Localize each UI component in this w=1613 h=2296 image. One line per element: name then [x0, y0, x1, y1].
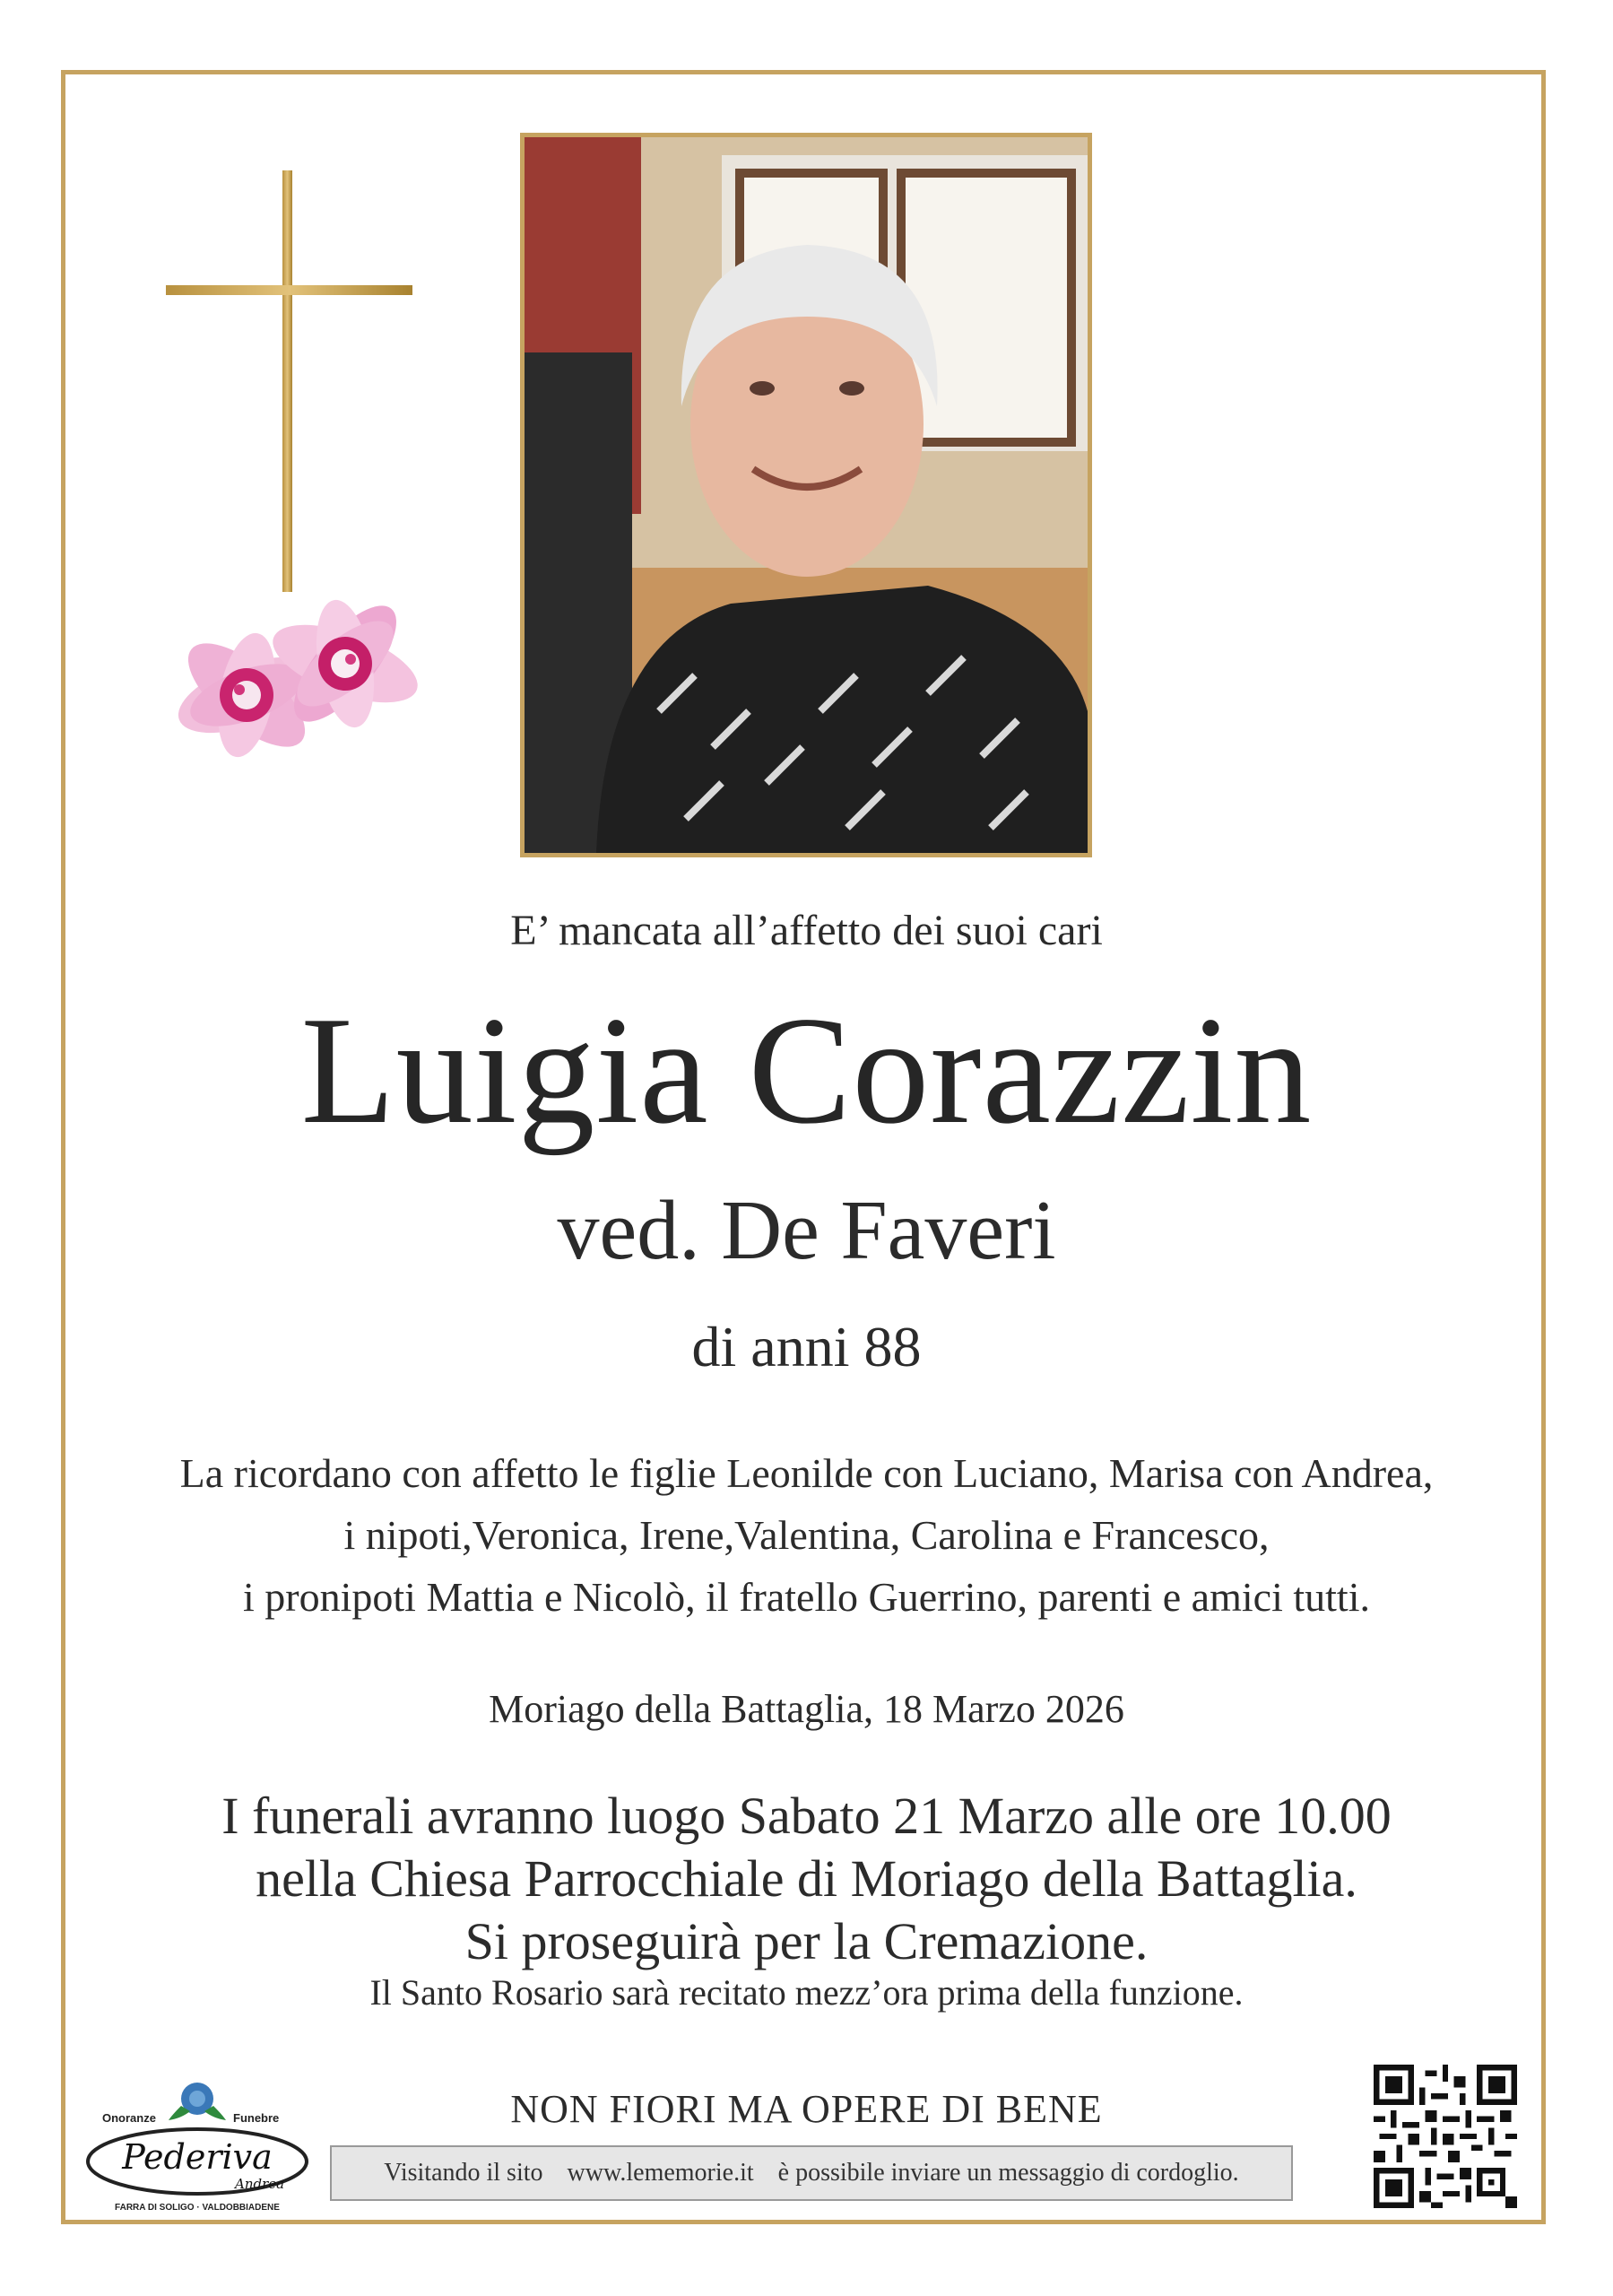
logo-top-right: Funebre: [233, 2111, 280, 2125]
orchid-icon: [126, 565, 457, 780]
logo-sub: Andrea: [235, 2176, 285, 2192]
cross-icon: [166, 170, 412, 592]
family-line: i nipoti,Veronica, Irene,Valentina, Carolina e Francesco,: [343, 1512, 1270, 1558]
family-line: La ricordano con affetto le figlie Leonilde con Luciano, Marisa con Andrea,: [179, 1450, 1434, 1496]
married-name: ved. De Faveri: [557, 1184, 1056, 1277]
qr-code-icon[interactable]: [1374, 2065, 1517, 2208]
family-paragraph: [0, 1442, 1613, 1628]
site-link[interactable]: www.lememorie.it: [567, 2159, 754, 2187]
age-text: di anni 88: [691, 1315, 922, 1378]
funeral-line: I funerali avranno luogo Sabato 21 Marzo alle ore 10.00: [221, 1787, 1392, 1845]
logo-top-left: Onoranze: [102, 2111, 156, 2125]
funeral-line: Si proseguirà per la Cremazione.: [464, 1912, 1149, 1970]
visit-label: Visitando il sito: [384, 2159, 543, 2187]
logo-brand: Pederiva: [122, 2137, 273, 2177]
funeral-home-logo: [82, 2079, 316, 2213]
logo-bottom: FARRA DI SOLIGO · VALDOBBIADENE: [115, 2203, 280, 2213]
no-flowers-text: NON FIORI MA OPERE DI BENE: [510, 2087, 1103, 2131]
intro-text: E’ mancata all’affetto dei suoi cari: [510, 907, 1103, 954]
place-date: Moriago della Battaglia, 18 Marzo 2026: [489, 1687, 1124, 1731]
funeral-line: nella Chiesa Parrocchiale di Moriago della Battaglia.: [256, 1849, 1357, 1908]
rosary-text: Il Santo Rosario sarà recitato mezz’ora prima della funzione.: [369, 1972, 1244, 2013]
portrait-photo: [520, 133, 1092, 857]
family-line: i pronipoti Mattia e Nicolò, il fratello Guerrino, parenti e amici tutti.: [243, 1574, 1370, 1620]
rose-icon: [169, 2083, 226, 2120]
condolence-site-box: [330, 2145, 1293, 2201]
visit-suffix: è possibile inviare un messaggio di cordoglio.: [777, 2159, 1239, 2187]
funeral-paragraph: [0, 1785, 1613, 1973]
deceased-name: Luigia Corazzin: [300, 986, 1313, 1156]
